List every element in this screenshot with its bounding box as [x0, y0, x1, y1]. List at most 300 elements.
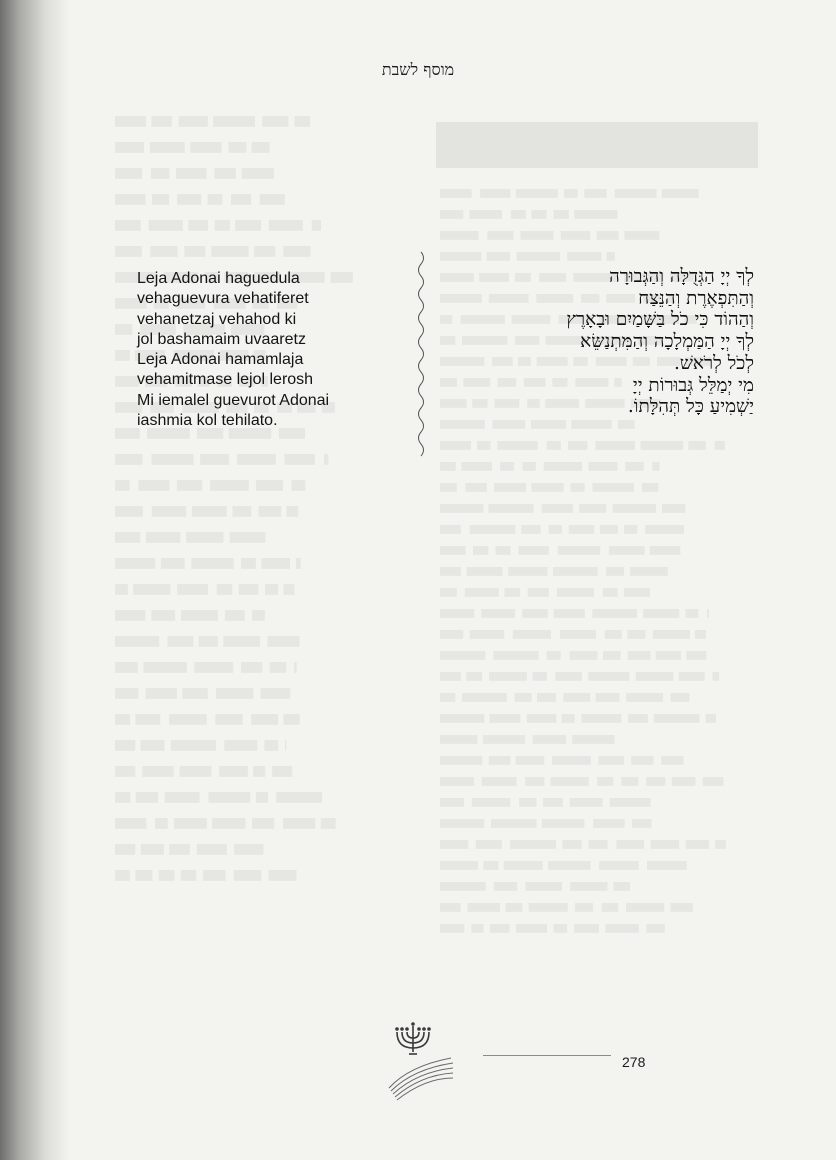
bleed-mark — [569, 525, 594, 534]
bleed-mark — [152, 194, 169, 205]
bleed-mark — [216, 688, 253, 699]
bleed-mark — [642, 483, 658, 492]
bleed-mark — [177, 194, 201, 205]
bleed-mark — [225, 610, 245, 621]
bleed-mark — [233, 506, 252, 517]
bleed-mark — [519, 546, 549, 555]
bleed-mark — [194, 662, 233, 673]
bleed-mark — [609, 546, 645, 555]
bleed-mark — [686, 840, 709, 849]
bleed-mark — [440, 231, 479, 240]
bleed-mark — [177, 584, 208, 595]
bleed-mark — [161, 558, 185, 569]
bleed-mark — [624, 588, 650, 597]
page-number: 278 — [622, 1054, 646, 1070]
bleed-mark — [188, 220, 208, 231]
bleed-mark — [525, 777, 544, 786]
bleed-mark — [209, 792, 251, 803]
bleed-mark — [532, 210, 547, 219]
bleed-mark — [616, 840, 644, 849]
bleed-mark — [259, 506, 282, 517]
bleed-mark — [473, 546, 488, 555]
bleed-mark — [489, 756, 511, 765]
bleed-mark — [176, 168, 207, 179]
bleed-mark — [688, 441, 705, 450]
bleed-mark — [645, 525, 684, 534]
bleed-mark — [484, 861, 499, 870]
bleed-mark — [543, 798, 563, 807]
bleed-mark — [563, 693, 590, 702]
bleed-mark — [324, 454, 329, 465]
bleed-mark — [115, 376, 139, 387]
bleed-mark — [252, 142, 270, 153]
bleed-mark — [715, 840, 726, 849]
hebrew-text-block — [432, 266, 754, 418]
bleed-mark — [235, 220, 261, 231]
bleed-mark — [526, 882, 563, 891]
bleed-mark — [549, 525, 562, 534]
bleed-mark — [574, 210, 617, 219]
bleed-mark — [547, 441, 561, 450]
bleed-mark — [177, 480, 202, 491]
bleed-mark — [574, 924, 599, 933]
bleed-mark — [139, 480, 170, 491]
bleed-mark — [531, 483, 563, 492]
bleed-mark — [167, 636, 193, 647]
bleed-mark — [295, 116, 311, 127]
bleed-mark — [230, 532, 266, 543]
transliteration-line: Mi iemalel guevurot Adonai — [137, 391, 330, 409]
bleed-mark — [607, 252, 615, 261]
bleed-mark — [171, 740, 216, 751]
bleed-mark — [296, 558, 301, 569]
bleed-mark — [563, 840, 582, 849]
bleed-mark — [440, 462, 456, 471]
bleed-mark — [284, 584, 295, 595]
bleed-mark — [224, 740, 257, 751]
transliteration-line: vehamitmase lejol lerosh — [137, 371, 314, 389]
bleed-mark — [672, 777, 696, 786]
bleed-mark — [234, 870, 262, 881]
bleed-mark — [489, 672, 527, 681]
bleed-mark — [115, 506, 143, 517]
bleed-mark — [115, 740, 135, 751]
bleed-mark — [624, 525, 637, 534]
bleed-mark — [115, 246, 142, 257]
bleed-through-left — [115, 112, 365, 912]
bleed-mark — [270, 662, 287, 673]
bleed-mark — [564, 189, 578, 198]
bleed-mark — [575, 903, 593, 912]
bleed-mark — [283, 246, 310, 257]
bleed-mark — [630, 567, 668, 576]
bleed-mark — [625, 462, 643, 471]
hebrew-line: וְהַתִּפְאֶרֶת וְהַנֵּצַח — [638, 287, 754, 309]
bleed-mark — [606, 567, 624, 576]
transliteration-line: vehanetzaj vehahod ki — [137, 310, 297, 328]
bleed-mark — [641, 441, 684, 450]
bleed-mark — [440, 525, 461, 534]
bleed-mark — [656, 651, 681, 660]
bleed-mark — [186, 532, 223, 543]
bleed-mark — [636, 672, 674, 681]
bleed-mark — [115, 480, 130, 491]
bleed-mark — [115, 870, 130, 881]
bleed-mark — [651, 840, 680, 849]
bleed-mark — [133, 584, 170, 595]
bleed-mark — [491, 819, 537, 828]
bleed-mark — [547, 651, 561, 660]
footer-rule — [483, 1055, 611, 1056]
bleed-mark — [544, 462, 582, 471]
bleed-mark — [440, 672, 461, 681]
bleed-mark — [589, 462, 618, 471]
bleed-mark — [515, 693, 532, 702]
bleed-mark — [440, 693, 455, 702]
bleed-mark — [713, 672, 720, 681]
bleed-mark — [595, 441, 635, 450]
bleed-mark — [481, 609, 515, 618]
bleed-mark — [141, 740, 165, 751]
bleed-mark — [560, 630, 596, 639]
bleed-mark — [165, 792, 200, 803]
bleed-mark — [521, 525, 540, 534]
bleed-mark — [152, 454, 194, 465]
bleed-mark — [284, 454, 315, 465]
bleed-mark — [264, 740, 278, 751]
bleed-mark — [219, 766, 248, 777]
bleed-mark — [497, 441, 537, 450]
bleed-mark — [542, 504, 573, 513]
bleed-mark — [582, 714, 622, 723]
bleed-mark — [631, 756, 653, 765]
bleed-mark — [135, 870, 152, 881]
bleed-mark — [610, 798, 651, 807]
bleed-mark — [136, 714, 161, 725]
bleed-mark — [312, 220, 321, 231]
bleed-mark — [548, 861, 591, 870]
transliteration-line: iashmia kol tehilato. — [137, 412, 278, 430]
bleed-mark — [571, 420, 611, 429]
page-header-title: מוסף לשבת — [381, 60, 455, 79]
bleed-mark — [146, 688, 177, 699]
bleed-mark — [494, 483, 526, 492]
bleed-mark — [614, 882, 631, 891]
bleed-mark — [470, 630, 505, 639]
bleed-mark — [584, 189, 606, 198]
bleed-mark — [190, 142, 221, 153]
bleed-mark — [217, 584, 233, 595]
bleed-mark — [593, 819, 625, 828]
bleed-mark — [626, 903, 664, 912]
bleed-mark — [150, 142, 185, 153]
bleed-mark — [115, 662, 138, 673]
bleed-mark — [151, 168, 169, 179]
bleed-mark — [490, 714, 521, 723]
bleed-mark — [440, 189, 472, 198]
bleed-mark — [494, 882, 518, 891]
bleed-mark — [537, 693, 556, 702]
bleed-mark — [179, 116, 208, 127]
bleed-mark — [191, 558, 233, 569]
bleed-mark — [440, 567, 461, 576]
menorah-hand-icon — [383, 1018, 459, 1102]
bleed-mark — [487, 231, 513, 240]
bleed-mark — [615, 189, 657, 198]
bleed-mark — [214, 168, 236, 179]
bleed-mark — [223, 636, 260, 647]
bleed-mark — [686, 609, 699, 618]
bleed-mark — [440, 819, 484, 828]
bleed-mark — [174, 818, 207, 829]
bleed-mark — [671, 693, 690, 702]
bleed-mark — [496, 546, 511, 555]
bleed-mark — [599, 861, 639, 870]
bleed-mark — [142, 766, 173, 777]
bleed-mark — [182, 688, 207, 699]
binding-shadow — [0, 0, 70, 1160]
bleed-mark — [470, 525, 516, 534]
bleed-mark — [200, 454, 229, 465]
transliteration-line: Leja Adonai haguedula — [137, 270, 300, 287]
bleed-mark — [136, 792, 158, 803]
bleed-mark — [570, 882, 607, 891]
bleed-mark — [276, 792, 322, 803]
bleed-mark — [554, 210, 569, 219]
bleed-mark — [542, 819, 585, 828]
bleed-mark — [213, 116, 255, 127]
bleed-mark — [256, 792, 268, 803]
bleed-through-band — [436, 122, 758, 168]
bleed-mark — [440, 210, 463, 219]
bleed-mark — [440, 546, 466, 555]
bleed-mark — [482, 777, 517, 786]
bleed-mark — [465, 483, 487, 492]
bleed-mark — [554, 609, 585, 618]
bleed-mark — [510, 840, 556, 849]
bleed-mark — [519, 798, 536, 807]
bleed-mark — [254, 246, 275, 257]
bleed-mark — [477, 441, 491, 450]
bleed-mark — [115, 688, 138, 699]
bleed-mark — [260, 688, 290, 699]
bleed-mark — [181, 610, 218, 621]
bleed-mark — [554, 924, 568, 933]
bleed-mark — [440, 756, 482, 765]
bleed-mark — [605, 924, 638, 933]
bleed-mark — [593, 483, 634, 492]
bleed-mark — [517, 252, 560, 261]
bleed-mark — [650, 546, 681, 555]
bleed-mark — [632, 819, 652, 828]
bleed-mark — [115, 714, 130, 725]
bleed-mark — [184, 246, 205, 257]
bleed-mark — [242, 168, 274, 179]
bleed-mark — [562, 714, 575, 723]
hebrew-line: וְהַהוֹד כִּי כֹל בַּשָּׁמַיִם וּבָאָרֶץ — [566, 309, 754, 331]
bleed-mark — [490, 924, 510, 933]
bleed-mark — [603, 588, 618, 597]
bleed-mark — [471, 924, 483, 933]
bleed-mark — [529, 903, 568, 912]
bleed-mark — [152, 506, 186, 517]
bleed-mark — [628, 714, 648, 723]
bleed-mark — [115, 532, 140, 543]
bleed-mark — [252, 818, 274, 829]
bleed-mark — [511, 210, 526, 219]
bleed-mark — [487, 252, 510, 261]
bleed-mark — [466, 672, 482, 681]
bleed-mark — [618, 420, 635, 429]
bleed-mark — [192, 506, 227, 517]
bleed-mark — [579, 504, 606, 513]
bleed-mark — [440, 861, 478, 870]
bleed-mark — [703, 777, 724, 786]
bleed-mark — [239, 584, 259, 595]
bleed-mark — [533, 672, 547, 681]
bleed-mark — [516, 924, 547, 933]
bleed-mark — [570, 651, 598, 660]
bleed-mark — [253, 766, 265, 777]
bleed-mark — [115, 220, 141, 231]
bleed-mark — [115, 350, 130, 361]
bleed-mark — [493, 420, 526, 429]
bleed-mark — [284, 714, 300, 725]
bleed-mark — [237, 454, 276, 465]
bleed-mark — [513, 630, 551, 639]
bleed-mark — [588, 672, 629, 681]
bleed-mark — [596, 693, 620, 702]
bleed-mark — [144, 662, 187, 673]
bleed-mark — [115, 792, 130, 803]
bleed-mark — [208, 194, 223, 205]
bleed-mark — [115, 116, 146, 127]
bleed-mark — [440, 924, 464, 933]
bleed-mark — [115, 454, 143, 465]
bleed-mark — [504, 861, 543, 870]
bleed-mark — [599, 756, 625, 765]
bleed-mark — [251, 714, 278, 725]
bleed-mark — [603, 651, 621, 660]
bleed-mark — [652, 462, 659, 471]
bleed-mark — [150, 246, 177, 257]
bleed-mark — [605, 630, 622, 639]
bleed-mark — [241, 662, 262, 673]
bleed-mark — [572, 735, 615, 744]
bleed-mark — [480, 189, 510, 198]
bleed-mark — [115, 168, 142, 179]
bleed-mark — [256, 480, 283, 491]
bleed-mark — [706, 714, 716, 723]
bleed-mark — [592, 609, 637, 618]
bleed-mark — [483, 735, 525, 744]
bleed-mark — [440, 882, 486, 891]
bleed-mark — [159, 870, 175, 881]
bleed-mark — [600, 525, 618, 534]
bleed-mark — [199, 636, 218, 647]
bleed-mark — [653, 630, 690, 639]
bleed-mark — [440, 483, 457, 492]
hebrew-line: לְכֹל לְרֹאשׁ. — [673, 352, 754, 374]
bleed-mark — [169, 844, 190, 855]
bleed-mark — [552, 756, 591, 765]
bleed-mark — [215, 220, 230, 231]
bleed-mark — [440, 651, 485, 660]
bleed-mark — [476, 840, 502, 849]
bleed-mark — [115, 844, 135, 855]
bleed-mark — [493, 651, 538, 660]
bleed-mark — [269, 220, 303, 231]
hebrew-line: לְךָ יְיָ הַגְּדֻלָּה וְהַגְּבוּרָה — [609, 266, 754, 287]
bleed-mark — [115, 584, 128, 595]
bleed-mark — [115, 766, 135, 777]
bleed-mark — [440, 504, 484, 513]
bleed-mark — [465, 588, 499, 597]
bleed-mark — [262, 116, 288, 127]
bleed-mark — [203, 870, 226, 881]
bleed-mark — [521, 231, 554, 240]
bleed-mark — [643, 609, 679, 618]
bleed-mark — [180, 766, 212, 777]
transliteration-line: jol bashamaim uvaaretz — [137, 330, 306, 348]
bleed-mark — [715, 441, 725, 450]
bleed-mark — [707, 609, 709, 618]
bleed-mark — [210, 480, 249, 491]
bleed-mark — [440, 735, 477, 744]
wavy-brace-divider — [412, 250, 430, 460]
bleed-mark — [624, 231, 659, 240]
bleed-mark — [469, 210, 502, 219]
bleed-mark — [654, 714, 700, 723]
bleed-mark — [467, 567, 503, 576]
bleed-mark — [155, 818, 168, 829]
bleed-mark — [321, 818, 336, 829]
hebrew-line: יַשְׁמִיעַ כָּל תְּהִלָּתוֹ. — [627, 396, 754, 418]
bleed-mark — [152, 116, 172, 127]
bleed-mark — [269, 870, 297, 881]
bleed-mark — [568, 441, 587, 450]
bleed-mark — [283, 818, 315, 829]
bleed-mark — [260, 194, 285, 205]
bleed-mark — [115, 142, 144, 153]
bleed-mark — [440, 840, 468, 849]
bleed-mark — [440, 777, 474, 786]
bleed-mark — [647, 861, 687, 870]
bleed-mark — [440, 420, 485, 429]
bleed-mark — [294, 662, 297, 673]
bleed-mark — [146, 532, 180, 543]
bleed-mark — [508, 567, 547, 576]
bleed-mark — [567, 252, 601, 261]
bleed-mark — [588, 840, 607, 849]
bleed-mark — [212, 818, 245, 829]
bleed-mark — [553, 567, 598, 576]
bleed-mark — [686, 651, 706, 660]
bleed-mark — [597, 777, 613, 786]
transliteration-line: Leja Adonai hamamlaja — [137, 351, 304, 369]
bleed-mark — [115, 194, 146, 205]
bleed-mark — [285, 740, 286, 751]
bleed-mark — [265, 584, 278, 595]
bleed-mark — [462, 693, 507, 702]
bleed-mark — [504, 588, 520, 597]
bleed-mark — [602, 903, 619, 912]
bleed-mark — [215, 714, 242, 725]
bleed-mark — [241, 558, 256, 569]
bleed-mark — [440, 441, 471, 450]
bleed-mark — [211, 246, 248, 257]
bleed-mark — [197, 844, 227, 855]
